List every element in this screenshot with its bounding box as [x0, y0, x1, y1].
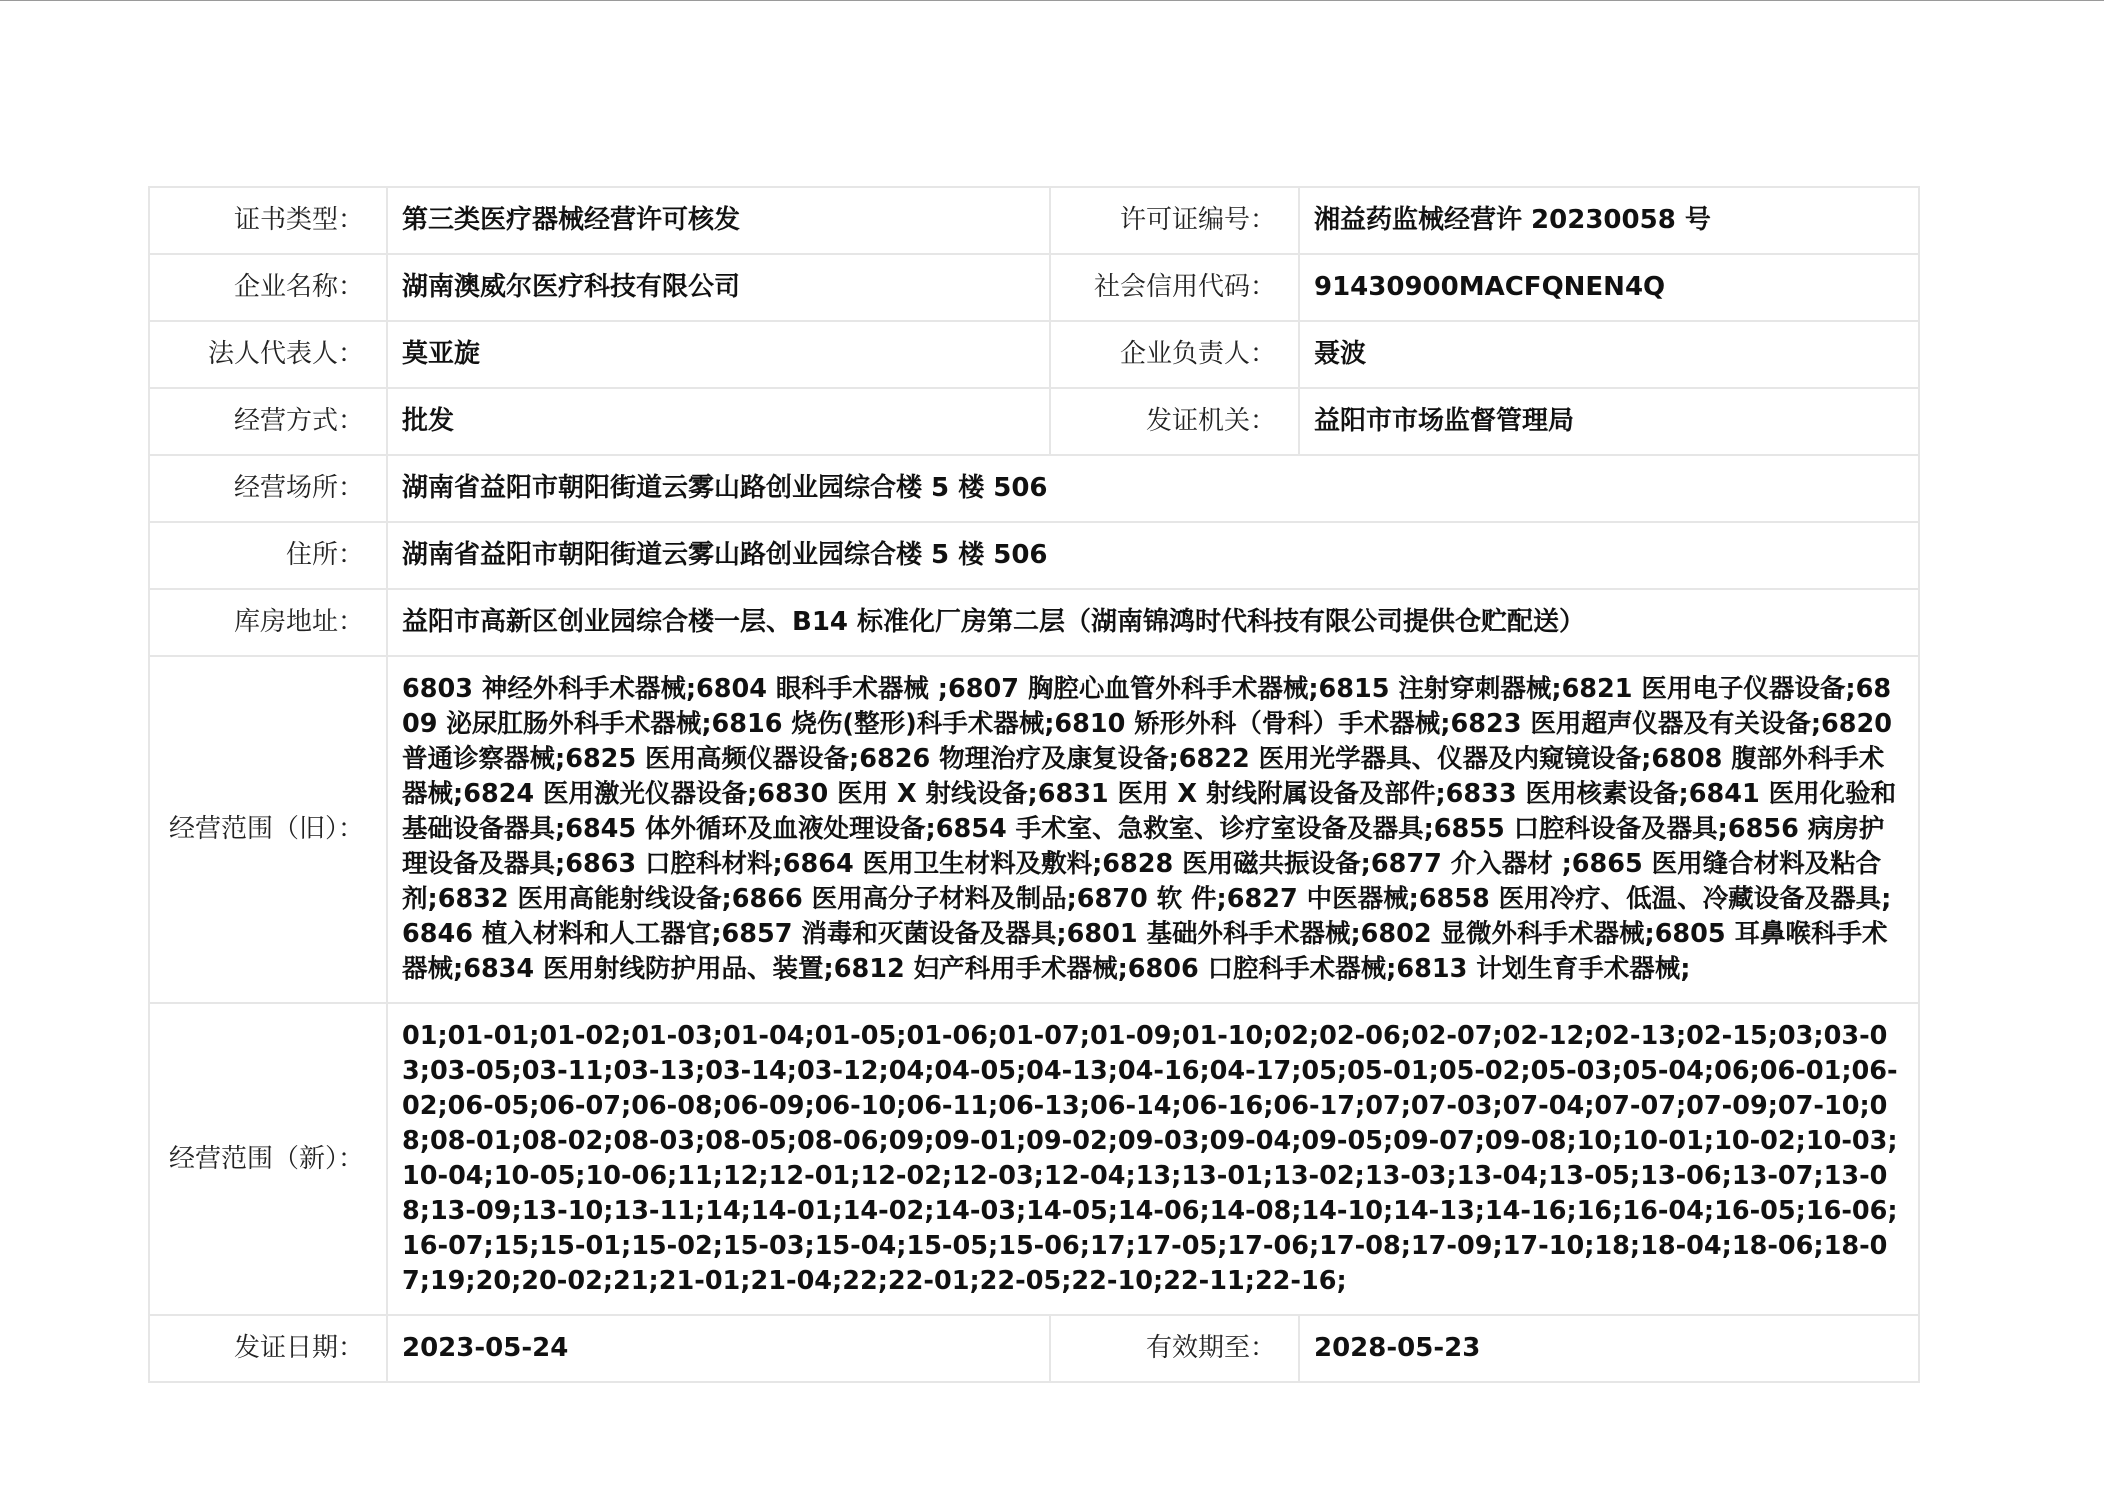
label-certificate-type: 证书类型： [149, 187, 387, 254]
top-border-line [0, 0, 2104, 1]
value-certificate-type: 第三类医疗器械经营许可核发 [387, 187, 1050, 254]
label-person-in-charge: 企业负责人： [1050, 321, 1299, 388]
value-issue-date: 2023-05-24 [387, 1315, 1050, 1382]
value-scope-new: 01;01-01;01-02;01-03;01-04;01-05;01-06;01-07;01-09;01-10;02;02-06;02-07;02-12;02-13;02-15;03;03-03;03-05;03-11;03-13;03-14;03-12;04;04-05;04-13;04-16;04-17;05;05-01;05-02;05-03;05-04;06;06-01;06-02;06-05;06-07;06-08;06-09;06-10;06-11;06-13;06-14;06-16;06-17;07;07-03;07-04;07-07;07-09;07-10;08;08-01;08-02;08-03;08-05;08-06;09;09-01;09-02;09-03;09-04;09-05;09-07;09-08;10;10-01;10-02;10-03;10-04;10-05;10-06;11;12;12-01;12-02;12-03;12-04;13;13-01;13-02;13-03;13-04;13-05;13-06;13-07;13-08;13-09;13-10;13-11;14;14-01;14-02;14-03;14-05;14-06;14-08;14-10;14-13;14-16;16;16-04;16-05;16-06;16-07;15;15-01;15-02;15-03;15-04;15-05;15-06;17;17-05;17-06;17-08;17-09;17-10;18;18-04;18-06;18-07;19;20;20-02;21;21-01;21-04;22;22-01;22-05;22-10;22-11;22-16; [387, 1003, 1919, 1315]
label-issue-date: 发证日期： [149, 1315, 387, 1382]
value-license-number: 湘益药监械经营许 20230058 号 [1299, 187, 1919, 254]
row-scope-old [149, 656, 1919, 1003]
row-company-name [149, 254, 1919, 321]
value-legal-representative: 莫亚旋 [387, 321, 1050, 388]
value-credit-code: 91430900MACFQNEN4Q [1299, 254, 1919, 321]
row-business-mode [149, 388, 1919, 455]
value-warehouse-address: 益阳市高新区创业园综合楼一层、B14 标准化厂房第二层（湖南锦鸿时代科技有限公司提供仓贮配送） [387, 589, 1919, 656]
label-issuing-authority: 发证机关： [1050, 388, 1299, 455]
label-valid-until: 有效期至： [1050, 1315, 1299, 1382]
value-residence: 湖南省益阳市朝阳街道云雾山路创业园综合楼 5 楼 506 [387, 522, 1919, 589]
label-business-premises: 经营场所： [149, 455, 387, 522]
label-legal-representative: 法人代表人： [149, 321, 387, 388]
row-scope-new [149, 1003, 1919, 1315]
value-scope-old: 6803 神经外科手术器械;6804 眼科手术器械 ;6807 胸腔心血管外科手术器械;6815 注射穿刺器械;6821 医用电子仪器设备;6809 泌尿肛肠外科手术器械;6816 烧伤(整形)科手术器械;6810 矫形外科（骨科）手术器械;6823 医用超声仪器及有关设备;6820 普通诊察器械;6825 医用高频仪器设备;6826 物理治疗及康复设备;6822 医用光学器具、仪器及内窥镜设备;6808 腹部外科手术器械;6824 医用激光仪器设备;6830 医用 X 射线设备;6831 医用 X 射线附属设备及部件;6833 医用核素设备;6841 医用化验和基础设备器具;6845 体外循环及血液处理设备;6854 手术室、急救室、诊疗室设备及器具;6855 口腔科设备及器具;6856 病房护理设备及器具;6863 口腔科材料;6864 医用卫生材料及敷料;6828 医用磁共振设备;6877 介入器材 ;6865 医用缝合材料及粘合剂;6832 医用高能射线设备;6866 医用高分子材料及制品;6870 软 件;6827 中医器械;6858 医用冷疗、低温、冷藏设备及器具;6846 植入材料和人工器官;6857 消毒和灭菌设备及器具;6801 基础外科手术器械;6802 显微外科手术器械;6805 耳鼻喉科手术器械;6834 医用射线防护用品、装置;6812 妇产科用手术器械;6806 口腔科手术器械;6813 计划生育手术器械; [387, 656, 1919, 1003]
label-warehouse-address: 库房地址： [149, 589, 387, 656]
row-certificate-type [149, 187, 1919, 254]
label-company-name: 企业名称： [149, 254, 387, 321]
value-business-mode: 批发 [387, 388, 1050, 455]
value-valid-until: 2028-05-23 [1299, 1315, 1919, 1382]
row-dates [149, 1315, 1919, 1382]
certificate-table [148, 186, 1920, 1383]
row-business-premises [149, 455, 1919, 522]
row-residence [149, 522, 1919, 589]
value-issuing-authority: 益阳市市场监督管理局 [1299, 388, 1919, 455]
row-warehouse-address [149, 589, 1919, 656]
value-company-name: 湖南澳威尔医疗科技有限公司 [387, 254, 1050, 321]
label-license-number: 许可证编号： [1050, 187, 1299, 254]
label-business-mode: 经营方式： [149, 388, 387, 455]
label-scope-old: 经营范围（旧）： [149, 656, 387, 1003]
label-credit-code: 社会信用代码： [1050, 254, 1299, 321]
value-business-premises: 湖南省益阳市朝阳街道云雾山路创业园综合楼 5 楼 506 [387, 455, 1919, 522]
label-scope-new: 经营范围（新）： [149, 1003, 387, 1315]
value-person-in-charge: 聂波 [1299, 321, 1919, 388]
row-legal-representative [149, 321, 1919, 388]
label-residence: 住所： [149, 522, 387, 589]
